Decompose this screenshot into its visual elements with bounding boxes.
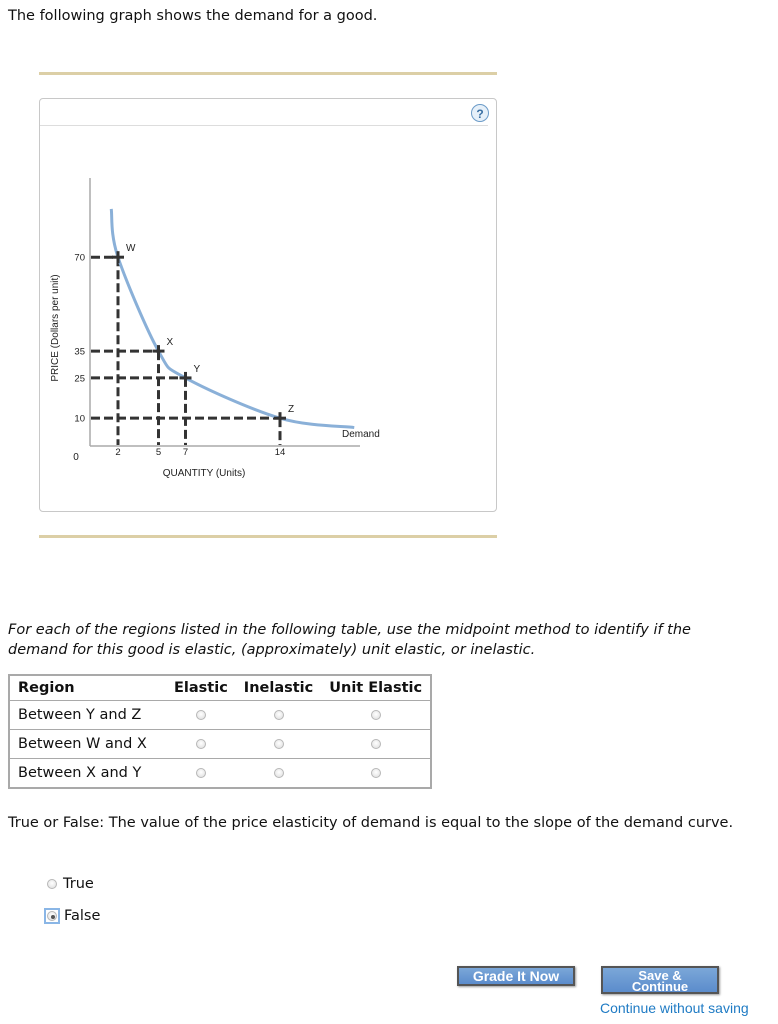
- header-region: Region: [18, 680, 75, 696]
- save-continue-button[interactable]: [601, 966, 719, 994]
- x-tick-label: 7: [182, 447, 189, 458]
- x-tick-label: 14: [274, 447, 286, 458]
- table-header-row: [9, 675, 431, 701]
- point-label-w: W: [126, 243, 136, 255]
- radio-false[interactable]: [47, 911, 57, 921]
- radio-true[interactable]: [47, 879, 57, 889]
- x-tick-label: 2: [115, 447, 121, 458]
- chart-axes: [90, 178, 360, 446]
- table-row: [9, 701, 431, 730]
- help-icon[interactable]: ?: [471, 104, 489, 122]
- radio-unit-elastic[interactable]: [371, 710, 381, 720]
- origin-label: 0: [73, 452, 79, 463]
- radio-inelastic[interactable]: [274, 710, 284, 720]
- grade-it-now-button[interactable]: Grade It Now: [457, 966, 575, 986]
- point-label-x: X: [166, 337, 174, 349]
- radio-unit-elastic[interactable]: [371, 739, 381, 749]
- option-false-label: False: [64, 908, 101, 924]
- continue-without-saving-link[interactable]: Continue without saving: [600, 1000, 749, 1016]
- intro-text: The following graph shows the demand for a good.: [8, 8, 378, 24]
- option-true[interactable]: [47, 876, 94, 892]
- question2-text: True or False: The value of the price elasticity of demand is equal to the slope of the demand curve.: [8, 815, 734, 831]
- point-label-z: Z: [288, 404, 295, 416]
- region-label: Between W and X: [9, 730, 166, 759]
- question1-text: For each of the regions listed in the following table, use the midpoint method to identify if the demand for this good is elastic, (approximately) unit elastic, or inelastic.: [8, 622, 691, 658]
- chart-guides: [91, 257, 280, 445]
- region-label: Between X and Y: [9, 759, 166, 789]
- y-tick-label: 35: [74, 346, 85, 358]
- save-label-line2: Continue: [631, 979, 689, 994]
- demand-curve: [111, 209, 354, 428]
- elasticity-table: [8, 674, 432, 789]
- option-false[interactable]: [47, 908, 100, 924]
- focus-ring: [44, 908, 60, 924]
- region-label: Between Y and Z: [9, 701, 166, 730]
- radio-unit-elastic[interactable]: [371, 768, 381, 778]
- chart-points: [112, 251, 286, 424]
- header-unit-elastic: Unit Elastic: [329, 680, 423, 696]
- radio-elastic[interactable]: [196, 768, 206, 778]
- header-elastic: Elastic: [174, 680, 228, 696]
- point-label-y: Y: [193, 363, 201, 375]
- radio-inelastic[interactable]: [274, 739, 284, 749]
- table-row: [9, 759, 431, 789]
- header-inelastic: Inelastic: [243, 680, 314, 696]
- option-true-label: True: [63, 876, 94, 892]
- y-tick-label: 25: [74, 373, 85, 385]
- table-row: [9, 730, 431, 759]
- x-axis-label: QUANTITY (Units): [162, 468, 246, 479]
- radio-elastic[interactable]: [196, 710, 206, 720]
- save-label-line1: Save &: [638, 968, 682, 983]
- y-axis-label: PRICE (Dollars per unit): [50, 274, 61, 382]
- y-tick-label: 10: [74, 413, 85, 425]
- divider-bottom: [39, 535, 497, 538]
- demand-curve-label: Demand: [342, 429, 380, 440]
- x-tick-label: 5: [155, 447, 162, 458]
- radio-inelastic[interactable]: [274, 768, 284, 778]
- radio-elastic[interactable]: [196, 739, 206, 749]
- y-tick-label: 70: [74, 252, 85, 264]
